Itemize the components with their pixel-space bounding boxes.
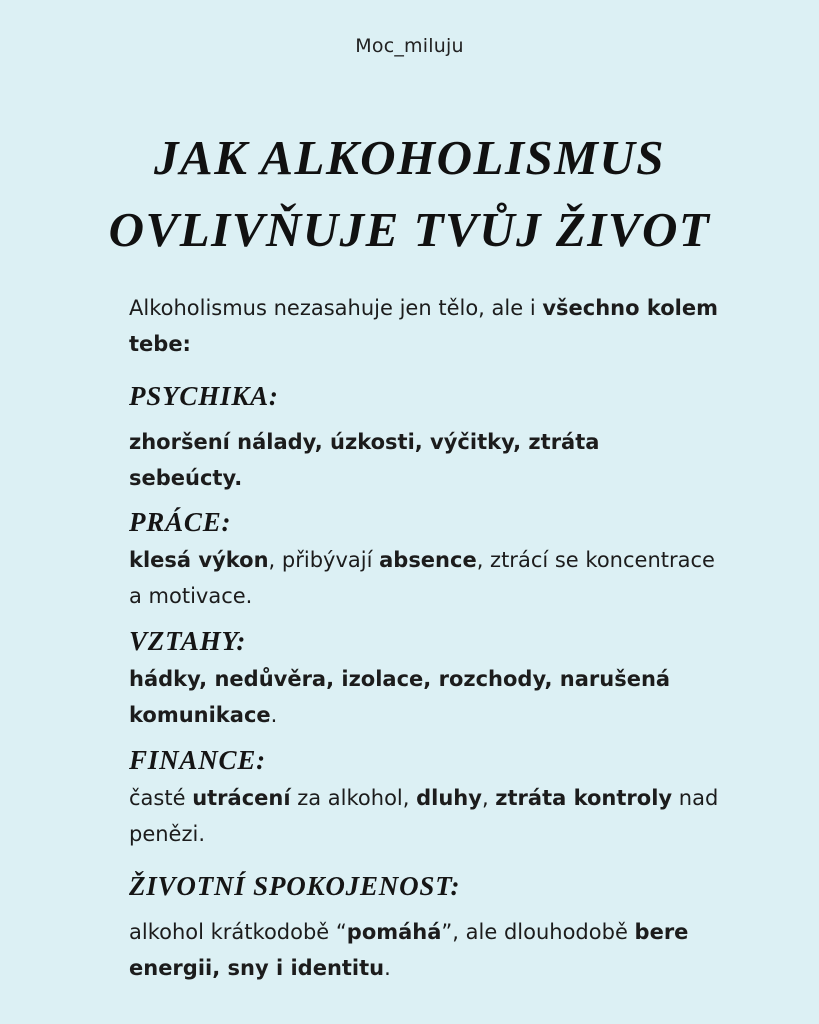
section-text [129,780,719,852]
section-text-bold: dluhy [416,786,482,810]
section-text [129,424,719,496]
section-spokojenost [129,866,719,986]
section-heading: FINANCE: [129,745,266,775]
section-text-part: , [481,786,496,810]
section-text-part: alkohol krátkodobě “ [129,920,347,944]
section-text-bold: utrácení [192,786,291,810]
section-psychika [129,376,719,496]
section-text-part: . [270,703,278,727]
section-text-part: nad penězi. [129,786,719,846]
intro-text-part: Alkoholismus nezasahuje jen tělo, ale i [129,296,543,320]
title-line-2: OVLIVŇUJE TVŮJ ŽIVOT [108,202,711,257]
section-finance [129,740,719,852]
section-text-part: . [384,956,391,980]
account-handle: Moc_miluju [355,35,464,57]
section-heading: PSYCHIKA: [129,381,279,411]
section-text-part: , přibývají [268,548,380,572]
section-text-bold: hádky, nedůvěra, izolace, rozchody, narušená komunikace [129,667,671,727]
page-title [0,122,819,266]
section-text-part: , ztrácí se koncentrace a motivace. [129,548,715,608]
section-text-part: ”, ale dlouhodobě [441,920,635,944]
section-text-part: za alkohol, [290,786,417,810]
section-text-part: časté [129,786,193,810]
intro-text [129,290,719,362]
intro-text-bold: všechno kolem tebe: [129,296,718,356]
section-text-bold: bere energii, sny i identitu [129,920,689,980]
section-text [129,661,719,733]
section-heading: ŽIVOTNÍ SPOKOJENOST: [129,871,461,901]
section-text-bold: zhoršení nálady, úzkosti, výčitky, ztráta sebeúcty. [129,430,600,490]
section-text-bold: absence [379,548,477,572]
section-heading: VZTAHY: [129,626,247,656]
section-text-bold: pomáhá [346,920,442,944]
section-text-bold: ztráta kontroly [495,786,673,810]
section-text [129,542,719,614]
section-vztahy [129,621,719,733]
intro-section [129,290,719,362]
section-text [129,914,719,986]
section-prace [129,502,719,614]
section-text-bold: klesá výkon [129,548,269,572]
title-line-1: JAK ALKOHOLISMUS [154,130,665,185]
section-heading: PRÁCE: [129,507,232,537]
